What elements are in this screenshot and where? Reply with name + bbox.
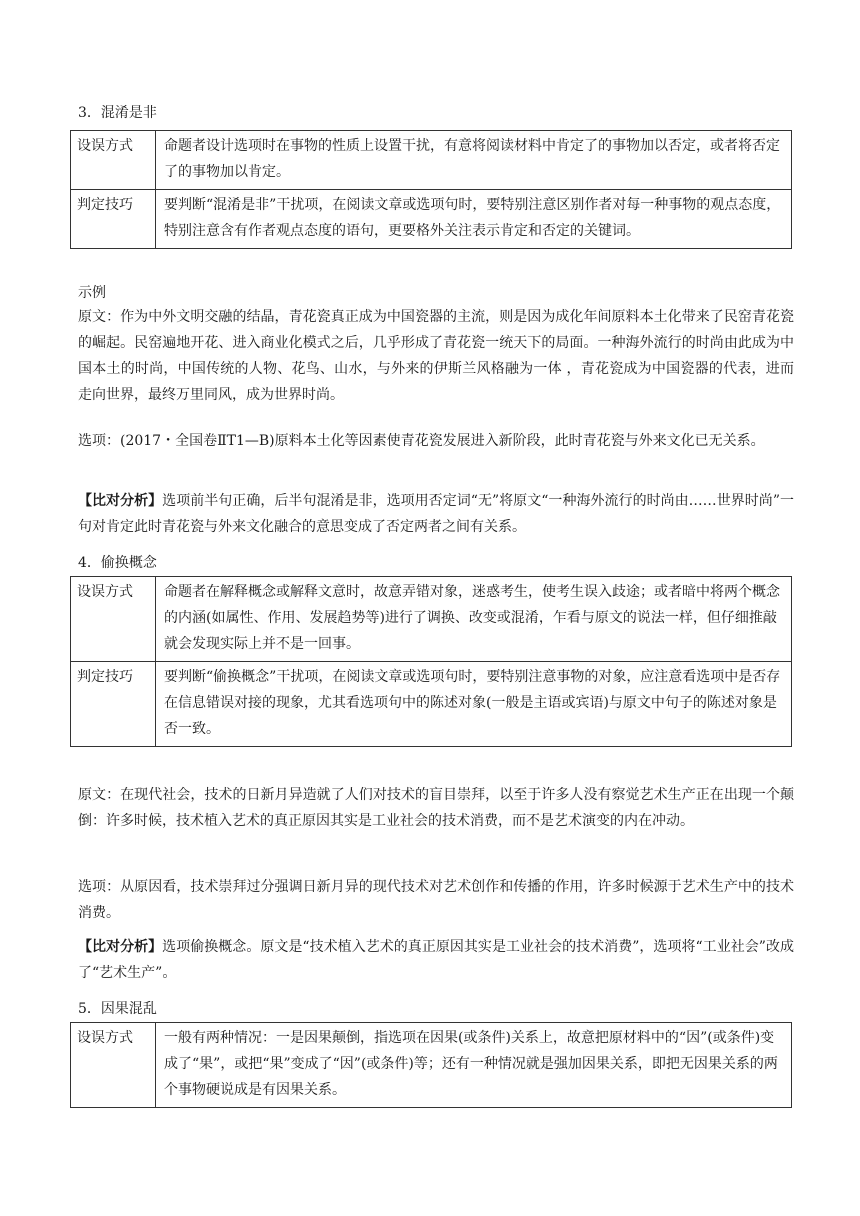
table-row-text: 一般有两种情况：一是因果颠倒，指选项在因果(或条件)关系上，故意把原材料中的“因”(或条件)变成了“果”，或把“果”变成了“因”(或条件)等；还有一种情况就是强加因果关系，即把无因果关系的两个事物硬说成是有因果关系。	[156, 1023, 792, 1108]
section-4-analysis	[78, 934, 794, 986]
section-4-heading: 4．偷换概念	[78, 555, 157, 571]
table-row	[71, 1023, 792, 1108]
table-row	[71, 190, 792, 249]
table-row-label: 判定技巧	[71, 190, 156, 249]
table-row	[71, 662, 792, 747]
section-5-table	[70, 1022, 792, 1108]
section-3-original-text: 原文：作为中外文明交融的结晶，青花瓷真正成为中国瓷器的主流，则是因为成化年间原料本土化带来了民窑青花瓷的崛起。民窑遍地开花、进入商业化模式之后，几乎形成了青花瓷一统天下的局面。一种海外流行的时尚由此成为中国本土的时尚，中国传统的人物、花鸟、山水，与外来的伊斯兰风格融为一体 ，青花瓷成为中国瓷器的代表，进而走向世界，最终万里同风，成为世界时尚。	[78, 309, 794, 403]
example-heading: 示例	[78, 285, 106, 301]
section-3-option-text: 选项：(2017・全国卷ⅡT1—B)原料本土化等因素使青花瓷发展进入新阶段，此时青花瓷与外来文化已无关系。	[78, 433, 765, 449]
section-3-table	[70, 130, 792, 249]
analysis-label: 【比对分析】	[78, 939, 163, 955]
analysis-label: 【比对分析】	[78, 493, 163, 509]
table-row	[71, 131, 792, 190]
analysis-text: 选项前半句正确，后半句混淆是非，选项用否定词“无”将原文“一种海外流行的时尚由……世界时尚”一句对肯定此时青花瓷与外来文化融合的意思变成了否定两者之间有关系。	[78, 493, 794, 535]
section-4-original-text: 原文：在现代社会，技术的日新月异造就了人们对技术的盲目崇拜，以至于许多人没有察觉艺术生产正在出现一个颠倒：许多时候，技术植入艺术的真正原因其实是工业社会的技术消费，而不是艺术演变的内在冲动。	[78, 787, 794, 829]
section-3-analysis	[78, 488, 794, 540]
table-row-text: 要判断“偷换概念”干扰项，在阅读文章或选项句时，要特别注意事物的对象，应注意看选项中是否存在信息错误对接的现象，尤其看选项句中的陈述对象(一般是主语或宾语)与原文中句子的陈述对象是否一致。	[156, 662, 792, 747]
table-row-label: 判定技巧	[71, 662, 156, 747]
table-row-label: 设误方式	[71, 577, 156, 662]
table-row-text: 命题者在解释概念或解释文意时，故意弄错对象，迷惑考生，使考生误入歧途；或者暗中将两个概念的内涵(如属性、作用、发展趋势等)进行了调换、改变或混淆，乍看与原文的说法一样，但仔细推敲就会发现实际上并不是一回事。	[156, 577, 792, 662]
section-4-table	[70, 576, 792, 747]
table-row-text: 命题者设计选项时在事物的性质上设置干扰，有意将阅读材料中肯定了的事物加以否定，或者将否定了的事物加以肯定。	[156, 131, 792, 190]
table-row	[71, 577, 792, 662]
table-row-label: 设误方式	[71, 131, 156, 190]
analysis-text: 选项偷换概念。原文是“技术植入艺术的真正原因其实是工业社会的技术消费”，选项将“工业社会”改成了“艺术生产”。	[78, 939, 795, 981]
section-5-heading: 5．因果混乱	[78, 1001, 157, 1017]
table-row-text: 要判断“混淆是非”干扰项，在阅读文章或选项句时，要特别注意区别作者对每一种事物的观点态度，特别注意含有作者观点态度的语句，更要格外关注表示肯定和否定的关键词。	[156, 190, 792, 249]
section-4-option-text: 选项：从原因看，技术崇拜过分强调日新月异的现代技术对艺术创作和传播的作用，许多时候源于艺术生产中的技术消费。	[78, 879, 794, 921]
table-row-label: 设误方式	[71, 1023, 156, 1108]
section-3-heading: 3．混淆是非	[78, 105, 157, 121]
